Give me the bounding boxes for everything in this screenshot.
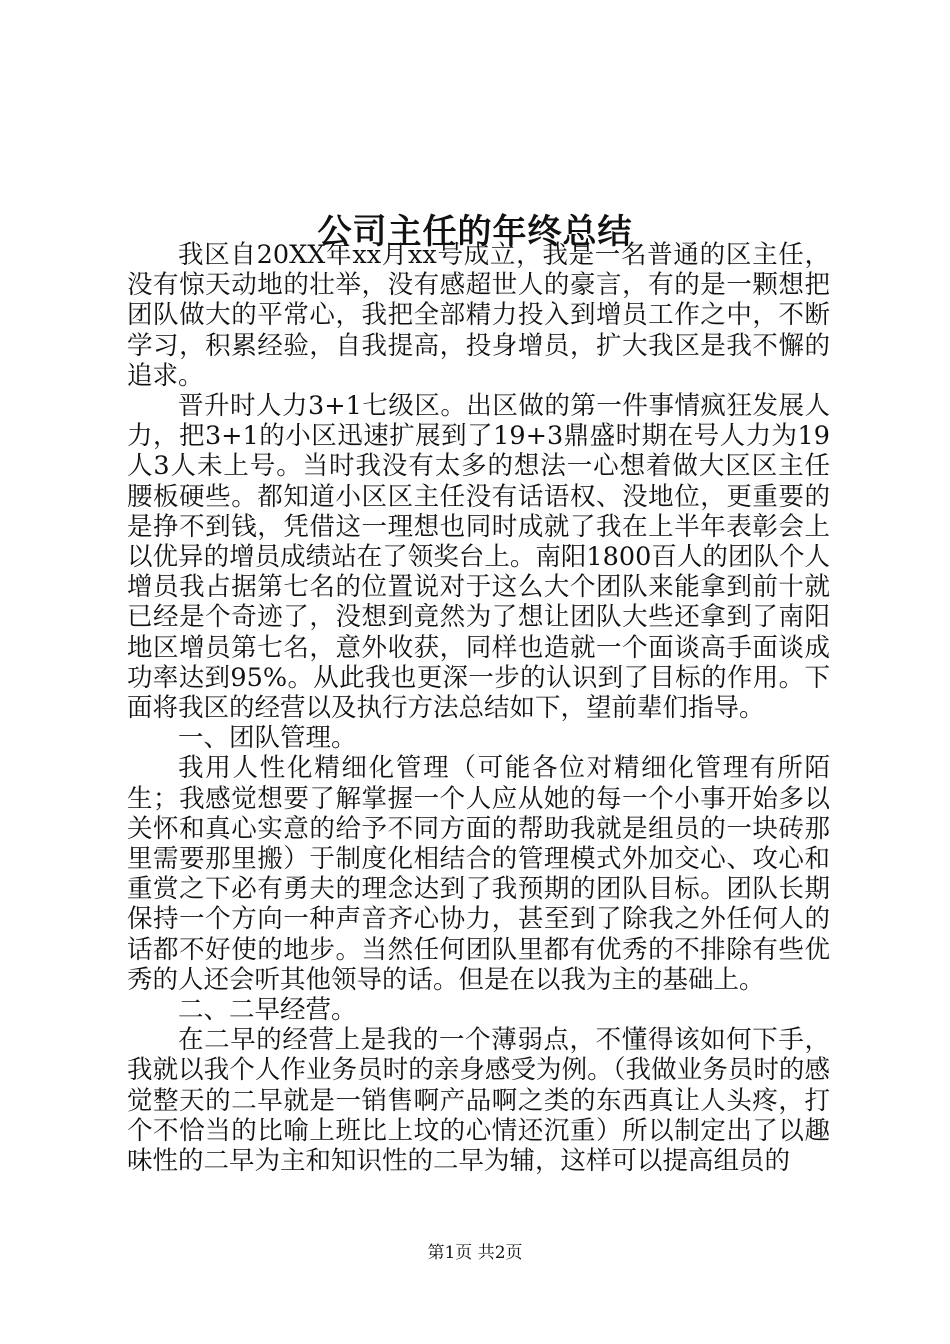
page-number-footer: 第1页 共2页: [427, 1243, 523, 1263]
paragraph-intro: 我区自20XX年xx月xx号成立，我是一名普通的区主任，没有惊天动地的壮举，没有感超世人的豪言，有的是一颗想把团队做大的平常心，我把全部精力投入到增员工作之中，不断学习，积累经验，自我提高，投身增员，扩大我区是我不懈的追求。: [127, 240, 830, 391]
document-title: 公司主任的年终总结: [317, 211, 633, 252]
section-heading-team-management: 一、团队管理。: [178, 723, 357, 754]
paragraph-team-management: 我用人性化精细化管理（可能各位对精细化管理有所陌生；我感觉想要了解掌握一个人应从她的每一个小事开始多以关怀和真心实意的给予不同方面的帮助我就是组员的一块砖那里需要那里搬）于制度化相结合的管理模式外加交心、攻心和重赏之下必有勇夫的理念达到了我预期的团队目标。团队长期保持一个方向一种声音齐心协力，甚至到了除我之外任何人的话都不好使的地步。当然任何团队里都有优秀的不排除有些优秀的人还会听其他领导的话。但是在以我为主的基础上。: [127, 753, 830, 995]
section-heading-morning-meeting: 二、二早经营。: [178, 995, 357, 1026]
paragraph-promotion: 晋升时人力3+1七级区。出区做的第一件事情疯狂发展人力，把3+1的小区迅速扩展到了19+3鼎盛时期在号人力为19人3人未上号。当时我没有太多的想法一心想着做大区区主任腰板硬些。都知道小区区主任没有话语权、没地位，更重要的是挣不到钱，凭借这一理想也同时成就了我在上半年表彰会上以优异的增员成绩站在了领奖台上。南阳1800百人的团队个人增员我占据第七名的位置说对于这么大个团队来能拿到前十就已经是个奇迹了，没想到竟然为了想让团队大些还拿到了南阳地区增员第七名，意外收获，同样也造就一个面谈高手面谈成功率达到95%。从此我也更深一步的认识到了目标的作用。下面将我区的经营以及执行方法总结如下，望前辈们指导。: [127, 391, 830, 724]
paragraph-morning-meeting: 在二早的经营上是我的一个薄弱点，不懂得该如何下手，我就以我个人作业务员时的亲身感受为例。（我做业务员时的感觉整天的二早就是一销售啊产品啊之类的东西真让人头疼，打个不恰当的比喻上班比上坟的心情还沉重）所以制定出了以趣味性的二早为主和知识性的二早为辅，这样可以提高组员的: [127, 1025, 830, 1177]
document-body: [127, 240, 830, 1176]
